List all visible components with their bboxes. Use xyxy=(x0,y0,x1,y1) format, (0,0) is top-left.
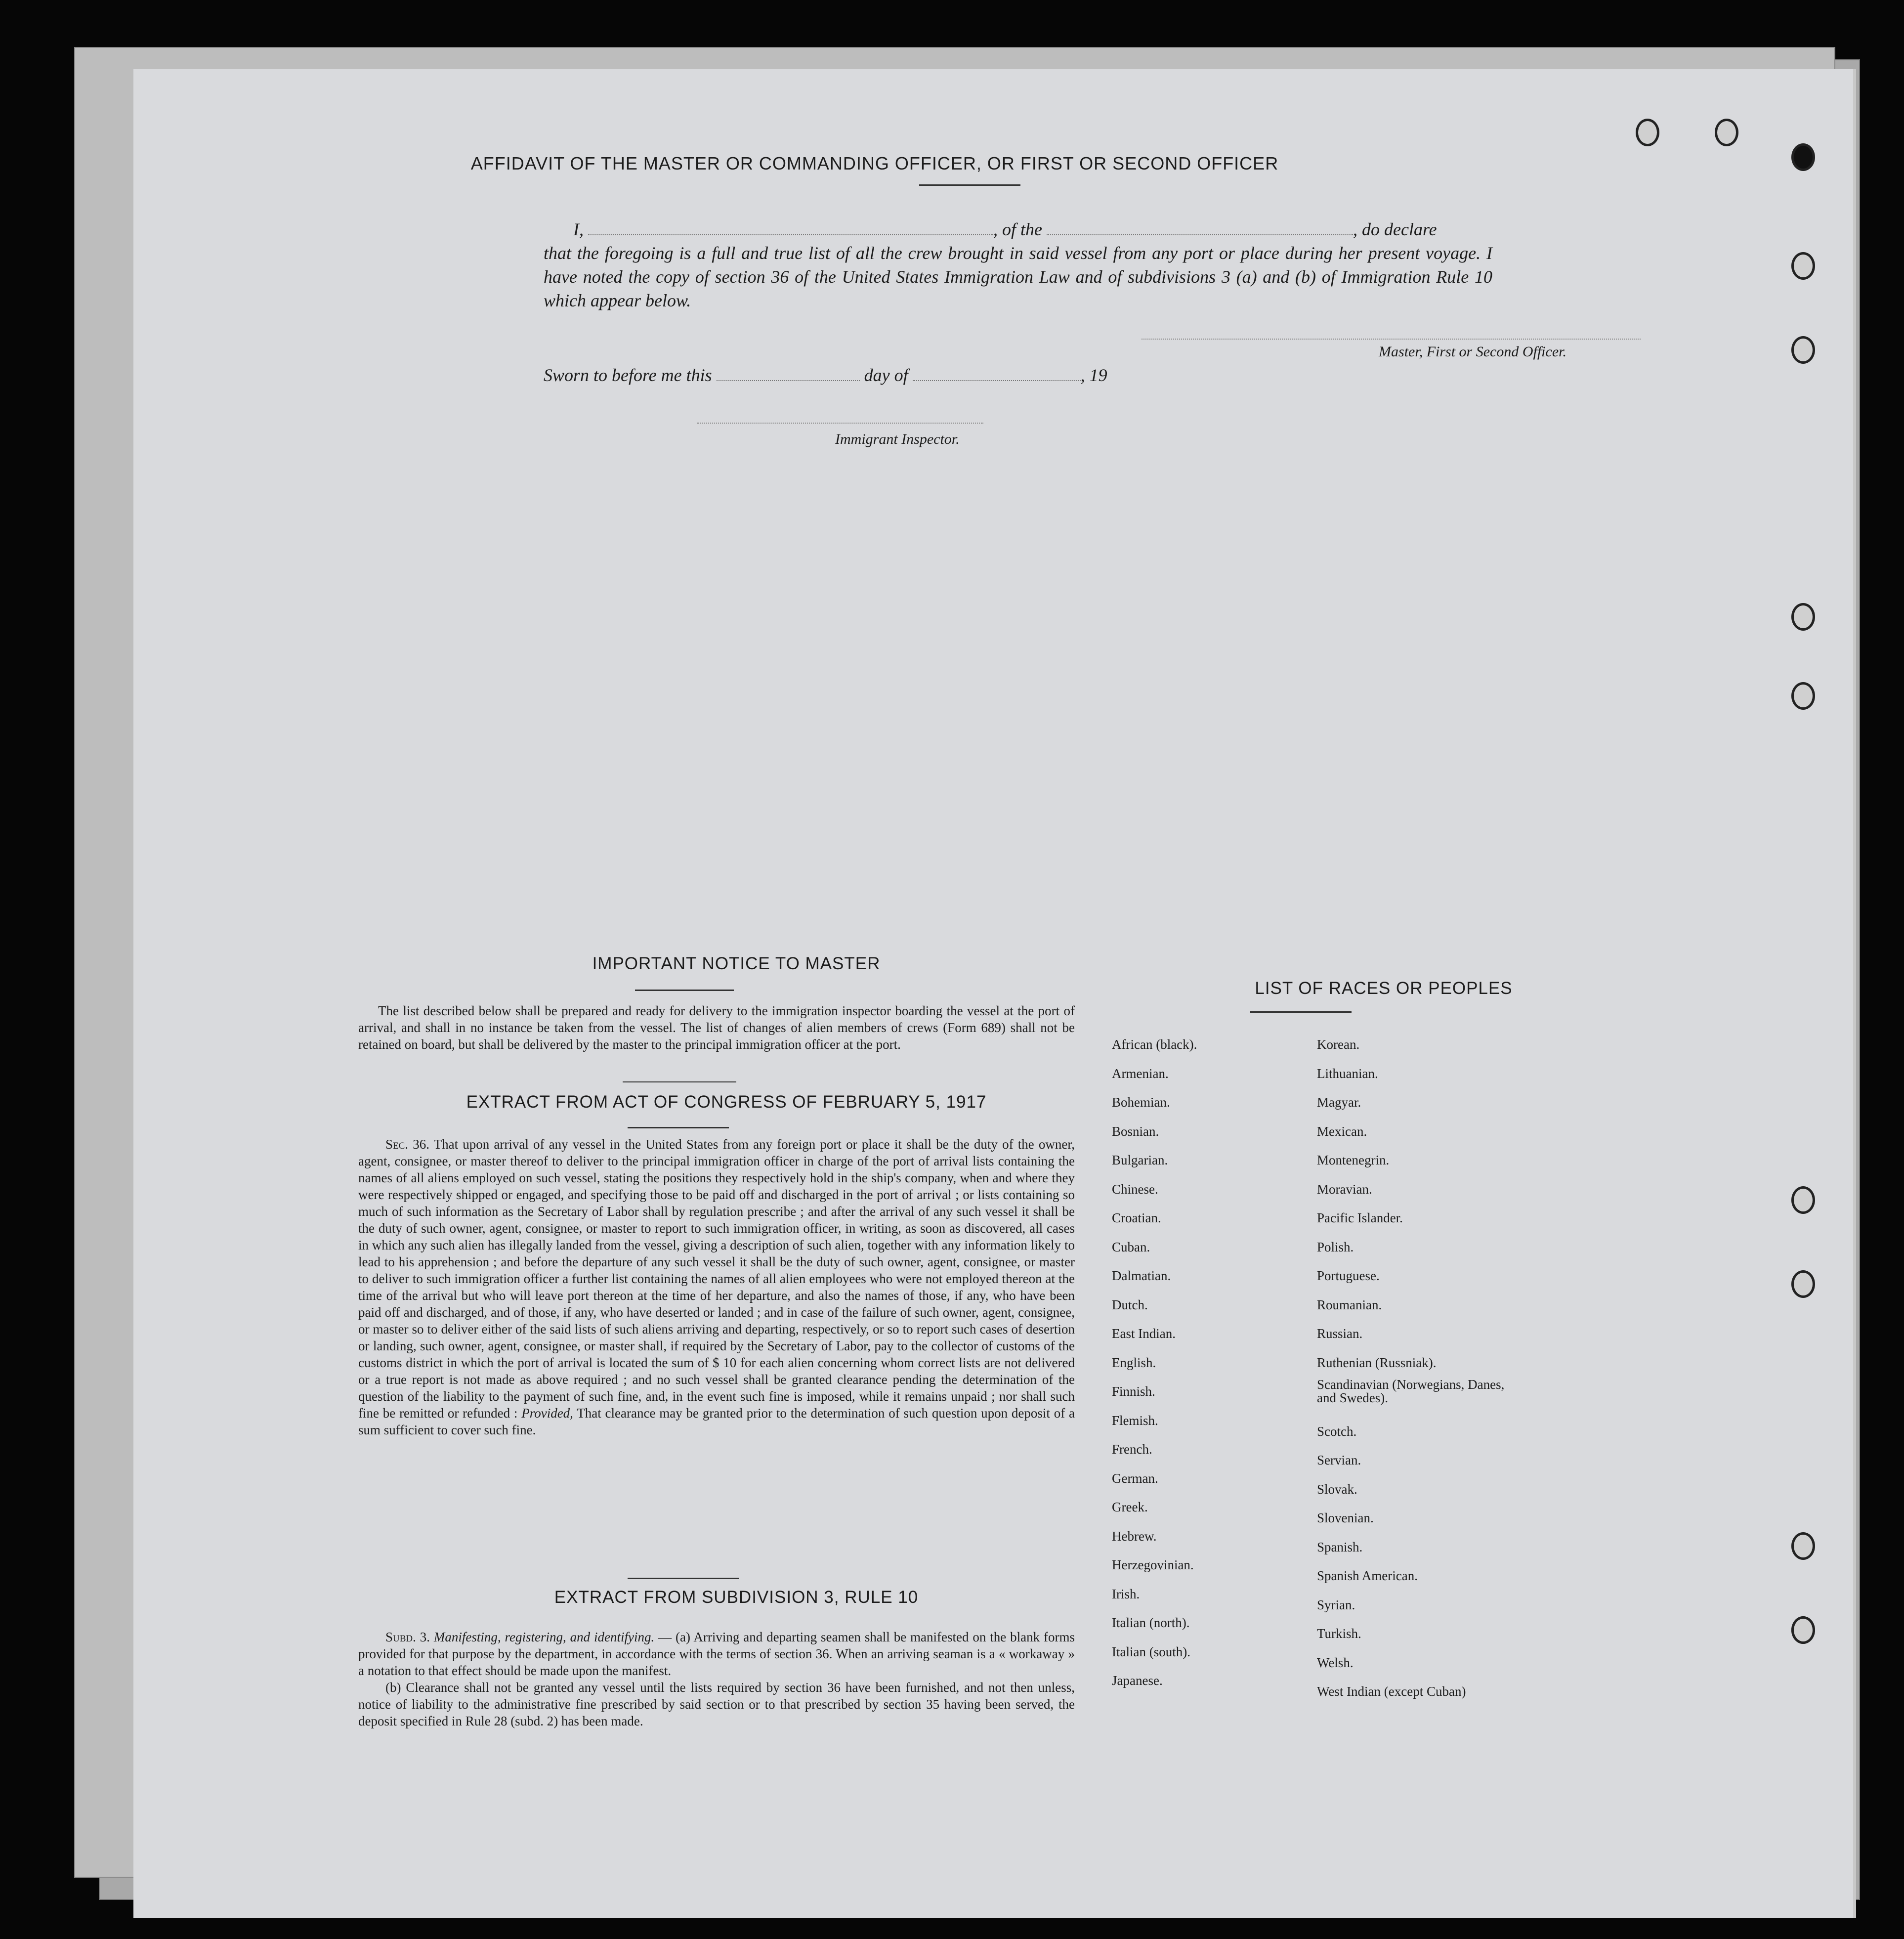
sec-36-label: Sec. 36. xyxy=(385,1137,429,1152)
race-item: Servian. xyxy=(1317,1453,1361,1467)
race-item: French. xyxy=(1112,1442,1152,1457)
race-item: Spanish American. xyxy=(1317,1568,1418,1583)
inspector-signature-line[interactable] xyxy=(697,423,983,424)
binder-hole xyxy=(1791,143,1815,171)
master-signature-label: Master, First or Second Officer. xyxy=(1379,344,1566,360)
race-item: Moravian. xyxy=(1317,1181,1372,1197)
race-item: Slovenian. xyxy=(1317,1510,1374,1525)
binder-hole xyxy=(1791,336,1815,364)
affidavit-declaration xyxy=(544,217,1581,312)
race-item: Ruthenian (Russniak). xyxy=(1317,1355,1437,1370)
race-item: Armenian. xyxy=(1112,1066,1169,1081)
act-underline xyxy=(628,1127,729,1128)
race-item: Scandinavian (Norwegians, Danes, and Swedes). xyxy=(1317,1377,1505,1405)
declare-label: , do declare xyxy=(1353,219,1437,239)
race-item: East Indian. xyxy=(1112,1326,1176,1341)
race-item: Russian. xyxy=(1317,1326,1363,1341)
race-item: Mexican. xyxy=(1317,1123,1367,1139)
race-item: Greek. xyxy=(1112,1500,1148,1514)
subd-a-text: — (a) Arriving and departing seamen shall be manifested on the blank forms provided for that purpose by the department, in accordance with the terms of section 36. When an arriving seaman is a « workaway » a notation to that effect should be made upon the manifest. xyxy=(358,1630,1075,1678)
declarant-name-field[interactable] xyxy=(588,219,993,235)
rule-divider xyxy=(628,1578,739,1579)
binder-hole xyxy=(1636,119,1659,146)
race-item: Turkish. xyxy=(1317,1626,1361,1641)
race-item: Magyar. xyxy=(1317,1095,1361,1110)
subd-heading: Manifesting, registering, and identifying. xyxy=(433,1630,655,1644)
race-item: Slovak. xyxy=(1317,1481,1357,1497)
act-section-36-text xyxy=(358,1136,1075,1438)
sec-36-body: That upon arrival of any vessel in the United States from any foreign port or place it shall be the duty of the owner, agent, consignee, or master thereof to deliver to the principal immigration officer in charge of the port of arrival lists containing the names of all aliens employed on such vessel, stating the positions they respectively hold in the ship's company, when and where they were respectively shipped or engaged, and specifying those to be paid off and discharged in the port of arrival ; or lists containing so much of such information as the Secretary of Labor shall by regulation prescribe ; and after the arrival of any such vessel it shall be the duty of such owner, agent, consignee, or master to report to such immigration officer, in writing, as soon as discovered, all cases in which any such alien has illegally landed from the vessel, giving a description of such alien, together with any information likely to lead to his apprehension ; and before the departure of any such vessel it shall be the duty of such owner, agent, consignee, or master to deliver to such immigration officer a further list containing the names of all alien employees who were not employed thereon at the time of the arrival but who will leave port thereon at the time of her departure, and also the names of those, if any, who have been paid off and discharged, and of those, if any, who have deserted or landed ; and in case of the failure of such owner, agent, consignee, or master so to deliver either of the said lists of such aliens arriving and departing, respectively, or so to report such cases of desertion or landing, such owner, agent, consignee, or master shall, if required by the Secretary of Labor, pay to the collector of customs of the customs district in which the port of arrival is located the sum of $ 10 for each alien concerning whom correct lists are not delivered or a true report is not made as above required ; and no such vessel shall be granted clearance pending the determination of the question of the liability to the payment of such fine, and, in the event such fine is imposed, while it remains unpaid ; nor shall such fine be remitted or refunded : xyxy=(358,1137,1075,1421)
race-item: West Indian (except Cuban) xyxy=(1317,1684,1466,1699)
affidavit-paragraph: that the foregoing is a full and true list of all the crew brought in said vessel from any port or place during her present voyage. I have noted the copy of section 36 of the United States Immigration Law and of subdivisions 3 (a) and (b) of Immigration Rule 10 which appear below. xyxy=(544,243,1492,310)
race-item: Italian (south). xyxy=(1112,1644,1190,1659)
race-item: Finnish. xyxy=(1112,1384,1155,1399)
race-item: Japanese. xyxy=(1112,1673,1163,1688)
race-item: Pacific Islander. xyxy=(1317,1210,1403,1225)
race-item: Hebrew. xyxy=(1112,1528,1157,1544)
subd-a-paragraph xyxy=(358,1629,1075,1679)
binder-hole xyxy=(1791,1616,1815,1644)
year-label: , 19 xyxy=(1080,365,1107,385)
race-item: Roumanian. xyxy=(1317,1297,1382,1312)
race-item: Korean. xyxy=(1317,1037,1360,1052)
vessel-label: , of the xyxy=(993,219,1042,239)
subd-b-paragraph: (b) Clearance shall not be granted any vessel until the lists required by section 36 have been furnished, and not then unless, notice of liability to the administrative fine prescribed by said section or to that prescribed by section 35 having been served, the deposit specified in Rule 28 (subd. 2) has been made. xyxy=(358,1680,1075,1728)
race-item: Welsh. xyxy=(1317,1655,1354,1670)
race-item: Chinese. xyxy=(1112,1181,1158,1197)
race-item: Bulgarian. xyxy=(1112,1153,1168,1167)
race-item: Bosnian. xyxy=(1112,1123,1159,1139)
sworn-day-field[interactable] xyxy=(717,365,860,381)
race-item: German. xyxy=(1112,1470,1158,1486)
race-item: Scotch. xyxy=(1317,1423,1357,1439)
title-underline xyxy=(919,184,1020,186)
notice-divider xyxy=(623,1081,736,1082)
binder-hole xyxy=(1791,1532,1815,1560)
notice-underline xyxy=(635,990,734,991)
race-item: Montenegrin. xyxy=(1317,1153,1390,1167)
sec-36-end: That clearance may be granted prior to the determination of such question upon deposit of a sum sufficient to cover such fine. xyxy=(358,1406,1075,1437)
race-item: Dalmatian. xyxy=(1112,1268,1171,1283)
declarant-label: I, xyxy=(573,219,584,239)
race-item: African (black). xyxy=(1112,1037,1197,1052)
binder-hole xyxy=(1791,252,1815,280)
rule-text xyxy=(358,1629,1075,1729)
sworn-month-field[interactable] xyxy=(913,365,1081,381)
affidavit-title: AFFIDAVIT OF THE MASTER OR COMMANDING OFFICER, OR FIRST OR SECOND OFFICER xyxy=(470,153,1279,173)
race-item: Italian (north). xyxy=(1112,1615,1190,1630)
race-item: Lithuanian. xyxy=(1317,1066,1378,1081)
race-item: Syrian. xyxy=(1317,1597,1355,1612)
vessel-name-field[interactable] xyxy=(1047,219,1353,235)
document-page xyxy=(133,69,1856,1918)
master-signature-line[interactable] xyxy=(1142,339,1641,340)
binder-hole xyxy=(1791,1270,1815,1298)
race-item: Bohemian. xyxy=(1112,1095,1170,1110)
race-item: Portuguese. xyxy=(1317,1268,1380,1283)
race-item: Spanish. xyxy=(1317,1539,1363,1554)
sworn-label: Sworn to before me this xyxy=(544,365,712,385)
notice-title: IMPORTANT NOTICE TO MASTER xyxy=(592,954,881,973)
notice-text: The list described below shall be prepared and ready for delivery to the immigration inspector boarding the vessel at the port of arrival, and shall in no instance be taken from the vessel. The list of changes of alien members of crews (Form 689) shall not be retained on board, but shall be delivered by the master to the principal immigration officer at the port. xyxy=(358,1003,1075,1052)
provided-word: Provided, xyxy=(521,1406,573,1421)
binder-hole xyxy=(1791,1186,1815,1214)
act-title: EXTRACT FROM ACT OF CONGRESS OF FEBRUARY 5, 1917 xyxy=(466,1092,987,1112)
race-item: Croatian. xyxy=(1112,1210,1161,1225)
binder-hole xyxy=(1715,119,1738,146)
subd-label: Subd. 3. xyxy=(385,1630,430,1644)
races-title: LIST OF RACES OR PEOPLES xyxy=(1255,979,1513,998)
race-item: Flemish. xyxy=(1112,1413,1158,1428)
race-item: Irish. xyxy=(1112,1586,1140,1601)
rule-title: EXTRACT FROM SUBDIVISION 3, RULE 10 xyxy=(554,1588,919,1607)
inspector-label: Immigrant Inspector. xyxy=(835,431,960,447)
race-item: English. xyxy=(1112,1355,1156,1370)
binder-hole xyxy=(1791,682,1815,710)
binder-hole xyxy=(1791,603,1815,631)
race-item: Herzegovinian. xyxy=(1112,1557,1194,1572)
sworn-line xyxy=(544,363,1107,387)
races-underline xyxy=(1250,1011,1352,1013)
race-item: Polish. xyxy=(1317,1239,1354,1254)
race-item: Dutch. xyxy=(1112,1297,1148,1312)
race-item: Cuban. xyxy=(1112,1239,1150,1254)
day-of-label: day of xyxy=(864,365,908,385)
